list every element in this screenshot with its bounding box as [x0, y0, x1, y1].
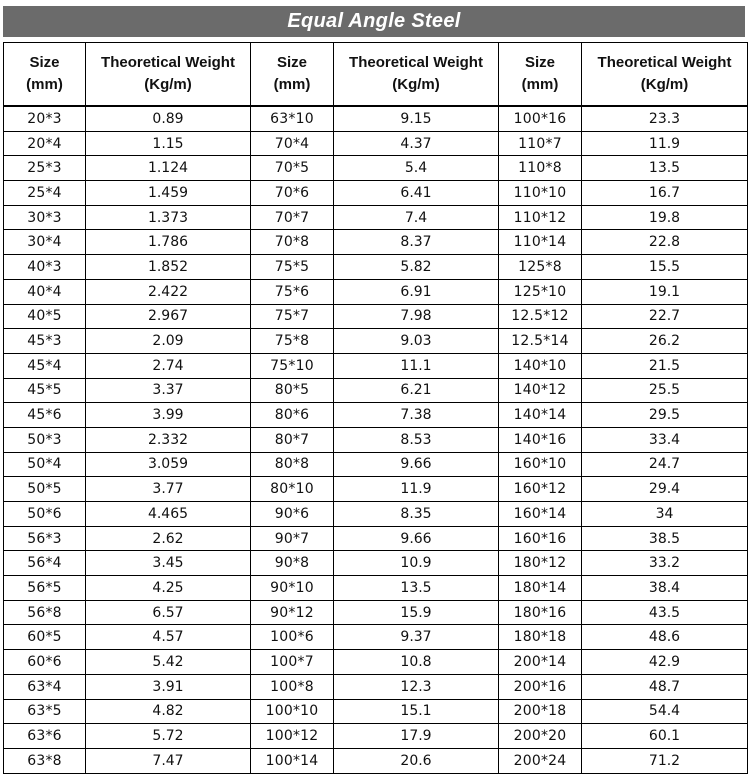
weight-cell: 29.5 — [582, 403, 748, 428]
weight-cell: 15.1 — [334, 699, 499, 724]
weight-cell: 33.4 — [582, 427, 748, 452]
size-cell: 63*5 — [4, 699, 86, 724]
size-cell: 25*4 — [4, 181, 86, 206]
size-cell: 20*4 — [4, 131, 86, 156]
weight-cell: 3.91 — [86, 674, 251, 699]
size-cell: 90*12 — [251, 600, 334, 625]
size-cell: 100*16 — [499, 106, 582, 131]
weight-cell: 12.3 — [334, 674, 499, 699]
weight-cell: 3.45 — [86, 551, 251, 576]
header-size: Size (mm) — [499, 43, 582, 107]
table-row — [4, 255, 748, 280]
weight-cell: 48.6 — [582, 625, 748, 650]
weight-cell: 71.2 — [582, 748, 748, 773]
weight-cell: 11.9 — [582, 131, 748, 156]
table-row — [4, 477, 748, 502]
size-cell: 160*14 — [499, 502, 582, 527]
size-cell: 125*8 — [499, 255, 582, 280]
size-cell: 70*7 — [251, 205, 334, 230]
weight-cell: 9.66 — [334, 526, 499, 551]
size-cell: 200*16 — [499, 674, 582, 699]
weight-cell: 3.37 — [86, 378, 251, 403]
size-cell: 75*7 — [251, 304, 334, 329]
weight-cell: 42.9 — [582, 650, 748, 675]
weight-cell: 26.2 — [582, 329, 748, 354]
weight-cell: 3.99 — [86, 403, 251, 428]
size-cell: 140*16 — [499, 427, 582, 452]
size-cell: 80*8 — [251, 452, 334, 477]
size-cell: 56*5 — [4, 576, 86, 601]
weight-cell: 10.8 — [334, 650, 499, 675]
weight-cell: 2.74 — [86, 353, 251, 378]
weight-cell: 25.5 — [582, 378, 748, 403]
weight-cell: 6.57 — [86, 600, 251, 625]
size-cell: 12.5*12 — [499, 304, 582, 329]
table-row — [4, 650, 748, 675]
weight-cell: 9.03 — [334, 329, 499, 354]
size-cell: 25*3 — [4, 156, 86, 181]
weight-cell: 6.21 — [334, 378, 499, 403]
table-row — [4, 674, 748, 699]
size-cell: 110*14 — [499, 230, 582, 255]
weight-cell: 22.7 — [582, 304, 748, 329]
size-cell: 45*5 — [4, 378, 86, 403]
size-cell: 40*4 — [4, 279, 86, 304]
size-cell: 50*5 — [4, 477, 86, 502]
header-size: Size (mm) — [4, 43, 86, 107]
size-cell: 90*7 — [251, 526, 334, 551]
table-row — [4, 329, 748, 354]
weight-cell: 2.422 — [86, 279, 251, 304]
size-cell: 56*8 — [4, 600, 86, 625]
table-row — [4, 748, 748, 773]
size-cell: 63*8 — [4, 748, 86, 773]
weight-cell: 7.4 — [334, 205, 499, 230]
size-cell: 20*3 — [4, 106, 86, 131]
weight-cell: 0.89 — [86, 106, 251, 131]
header-size: Size (mm) — [251, 43, 334, 107]
weight-cell: 54.4 — [582, 699, 748, 724]
size-cell: 100*12 — [251, 724, 334, 749]
size-cell: 90*6 — [251, 502, 334, 527]
header-row — [4, 43, 748, 107]
size-cell: 110*7 — [499, 131, 582, 156]
size-cell: 40*5 — [4, 304, 86, 329]
weight-cell: 2.09 — [86, 329, 251, 354]
size-cell: 75*8 — [251, 329, 334, 354]
size-cell: 90*10 — [251, 576, 334, 601]
weight-cell: 8.35 — [334, 502, 499, 527]
weight-cell: 7.38 — [334, 403, 499, 428]
weight-cell: 11.1 — [334, 353, 499, 378]
weight-cell: 4.37 — [334, 131, 499, 156]
table-row — [4, 625, 748, 650]
size-cell: 110*12 — [499, 205, 582, 230]
size-cell: 50*3 — [4, 427, 86, 452]
size-cell: 90*8 — [251, 551, 334, 576]
size-cell: 80*7 — [251, 427, 334, 452]
weight-cell: 3.059 — [86, 452, 251, 477]
weight-cell: 1.15 — [86, 131, 251, 156]
size-cell: 200*24 — [499, 748, 582, 773]
table-row — [4, 205, 748, 230]
weight-cell: 13.5 — [334, 576, 499, 601]
weight-cell: 5.82 — [334, 255, 499, 280]
weight-cell: 8.37 — [334, 230, 499, 255]
size-cell: 160*10 — [499, 452, 582, 477]
weight-cell: 1.786 — [86, 230, 251, 255]
weight-cell: 60.1 — [582, 724, 748, 749]
table-row — [4, 403, 748, 428]
size-cell: 100*10 — [251, 699, 334, 724]
size-cell: 110*8 — [499, 156, 582, 181]
table-row — [4, 106, 748, 131]
weight-cell: 5.4 — [334, 156, 499, 181]
header-weight: Theoretical Weight (Kg/m) — [334, 43, 499, 107]
table-row — [4, 156, 748, 181]
table-row — [4, 181, 748, 206]
size-cell: 110*10 — [499, 181, 582, 206]
size-cell: 200*14 — [499, 650, 582, 675]
size-cell: 70*5 — [251, 156, 334, 181]
weight-cell: 5.42 — [86, 650, 251, 675]
size-cell: 70*4 — [251, 131, 334, 156]
size-cell: 60*6 — [4, 650, 86, 675]
size-cell: 140*12 — [499, 378, 582, 403]
size-cell: 60*5 — [4, 625, 86, 650]
weight-cell: 29.4 — [582, 477, 748, 502]
weight-cell: 24.7 — [582, 452, 748, 477]
weight-cell: 38.4 — [582, 576, 748, 601]
weight-cell: 2.967 — [86, 304, 251, 329]
weight-cell: 1.852 — [86, 255, 251, 280]
weight-cell: 21.5 — [582, 353, 748, 378]
weight-cell: 38.5 — [582, 526, 748, 551]
size-cell: 50*4 — [4, 452, 86, 477]
size-cell: 45*4 — [4, 353, 86, 378]
size-cell: 12.5*14 — [499, 329, 582, 354]
size-cell: 63*4 — [4, 674, 86, 699]
table-row — [4, 427, 748, 452]
weight-cell: 9.66 — [334, 452, 499, 477]
weight-cell: 34 — [582, 502, 748, 527]
size-cell: 56*4 — [4, 551, 86, 576]
table-row — [4, 378, 748, 403]
size-cell: 30*3 — [4, 205, 86, 230]
size-cell: 40*3 — [4, 255, 86, 280]
size-cell: 125*10 — [499, 279, 582, 304]
size-cell: 56*3 — [4, 526, 86, 551]
weight-cell: 17.9 — [334, 724, 499, 749]
weight-cell: 9.15 — [334, 106, 499, 131]
table-row — [4, 279, 748, 304]
weight-cell: 20.6 — [334, 748, 499, 773]
weight-cell: 2.332 — [86, 427, 251, 452]
size-cell: 180*14 — [499, 576, 582, 601]
weight-cell: 19.8 — [582, 205, 748, 230]
weight-cell: 6.41 — [334, 181, 499, 206]
weight-cell: 1.373 — [86, 205, 251, 230]
table-row — [4, 304, 748, 329]
table-row — [4, 353, 748, 378]
weight-cell: 3.77 — [86, 477, 251, 502]
table-row — [4, 526, 748, 551]
table-row — [4, 131, 748, 156]
weight-cell: 6.91 — [334, 279, 499, 304]
size-cell: 100*8 — [251, 674, 334, 699]
size-cell: 63*6 — [4, 724, 86, 749]
size-cell: 75*10 — [251, 353, 334, 378]
table-row — [4, 230, 748, 255]
weight-cell: 4.57 — [86, 625, 251, 650]
table-row — [4, 576, 748, 601]
weight-cell: 19.1 — [582, 279, 748, 304]
equal-angle-steel-table — [3, 42, 748, 774]
size-cell: 75*6 — [251, 279, 334, 304]
table-row — [4, 551, 748, 576]
table-row — [4, 600, 748, 625]
size-cell: 200*20 — [499, 724, 582, 749]
weight-cell: 5.72 — [86, 724, 251, 749]
size-cell: 100*14 — [251, 748, 334, 773]
size-cell: 70*6 — [251, 181, 334, 206]
size-cell: 30*4 — [4, 230, 86, 255]
table-title: Equal Angle Steel — [3, 6, 745, 37]
weight-cell: 48.7 — [582, 674, 748, 699]
size-cell: 160*16 — [499, 526, 582, 551]
weight-cell: 16.7 — [582, 181, 748, 206]
size-cell: 80*6 — [251, 403, 334, 428]
size-cell: 140*14 — [499, 403, 582, 428]
size-cell: 45*6 — [4, 403, 86, 428]
weight-cell: 4.465 — [86, 502, 251, 527]
weight-cell: 43.5 — [582, 600, 748, 625]
weight-cell: 7.47 — [86, 748, 251, 773]
size-cell: 100*6 — [251, 625, 334, 650]
size-cell: 200*18 — [499, 699, 582, 724]
weight-cell: 8.53 — [334, 427, 499, 452]
header-weight: Theoretical Weight (Kg/m) — [582, 43, 748, 107]
weight-cell: 2.62 — [86, 526, 251, 551]
weight-cell: 11.9 — [334, 477, 499, 502]
weight-cell: 22.8 — [582, 230, 748, 255]
weight-cell: 15.5 — [582, 255, 748, 280]
weight-cell: 1.124 — [86, 156, 251, 181]
header-weight: Theoretical Weight (Kg/m) — [86, 43, 251, 107]
weight-cell: 33.2 — [582, 551, 748, 576]
size-cell: 180*16 — [499, 600, 582, 625]
size-cell: 45*3 — [4, 329, 86, 354]
weight-cell: 4.82 — [86, 699, 251, 724]
weight-cell: 1.459 — [86, 181, 251, 206]
size-cell: 140*10 — [499, 353, 582, 378]
size-cell: 100*7 — [251, 650, 334, 675]
size-cell: 80*5 — [251, 378, 334, 403]
weight-cell: 23.3 — [582, 106, 748, 131]
size-cell: 70*8 — [251, 230, 334, 255]
weight-cell: 13.5 — [582, 156, 748, 181]
size-cell: 180*12 — [499, 551, 582, 576]
table-row — [4, 699, 748, 724]
size-cell: 180*18 — [499, 625, 582, 650]
table-row — [4, 452, 748, 477]
size-cell: 80*10 — [251, 477, 334, 502]
weight-cell: 4.25 — [86, 576, 251, 601]
weight-cell: 15.9 — [334, 600, 499, 625]
size-cell: 160*12 — [499, 477, 582, 502]
table-row — [4, 502, 748, 527]
table-row — [4, 724, 748, 749]
size-cell: 50*6 — [4, 502, 86, 527]
weight-cell: 7.98 — [334, 304, 499, 329]
size-cell: 63*10 — [251, 106, 334, 131]
weight-cell: 10.9 — [334, 551, 499, 576]
weight-cell: 9.37 — [334, 625, 499, 650]
size-cell: 75*5 — [251, 255, 334, 280]
